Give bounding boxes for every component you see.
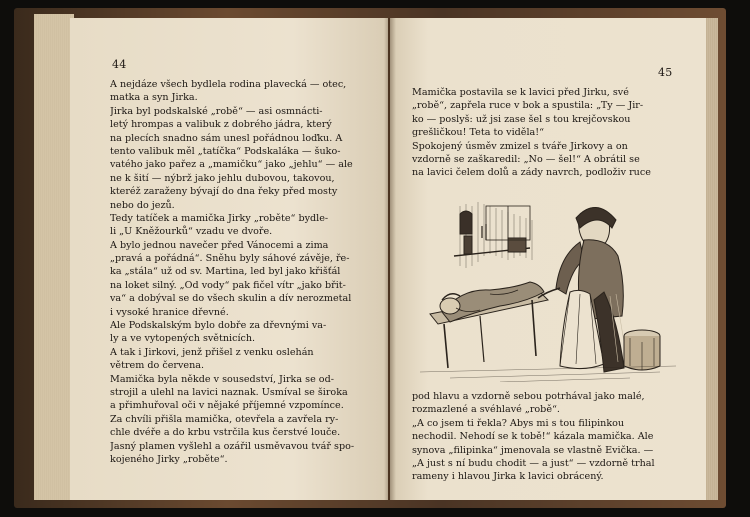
text-line: na loket silný. „Od vody“ pak fičel vítr „jako břit- (110, 279, 346, 291)
text-line: „robě“, zapřela ruce v bok a spustila: „Ty — Jir- (412, 100, 644, 112)
text-line: Spokojený úsměv zmizel s tváře Jirkovy a on (412, 140, 628, 152)
text-line: ly a ve vytopených světnicích. (110, 333, 256, 345)
text-line: grešličkou! Teta to viděla!“ (412, 127, 545, 139)
text-line: letý hrompas a valibuk z dobrého jádra, který (110, 119, 332, 131)
text-line: Mamička byla někde v sousedství, Jirka se od- (110, 373, 334, 385)
right-page-text-bottom (412, 390, 694, 484)
text-line: kteréž zaraženy bývají do dna řeky před mosty (110, 186, 338, 198)
illustration-woman-and-boy (420, 196, 676, 382)
text-line: ka „stála“ už od sv. Martina, led byl jako křišťál (110, 266, 341, 278)
text-line: kojeného Jirky „roběte“. (110, 453, 228, 465)
text-line: „A just s ní budu chodit — a just“ — vzdorně trhal (412, 457, 655, 469)
text-line: A tak i Jirkovi, jenž přišel z venku oslehán (110, 346, 314, 358)
text-line: matka a syn Jirka. (110, 92, 198, 104)
right-page (390, 18, 708, 500)
text-line: nechodil. Nehodí se k tobě!“ kázala mamička. Ale (412, 431, 654, 443)
text-line: Za chvíli přišla mamička, otevřela a zavřela ry- (110, 413, 339, 425)
text-line: chle dvéře a do krbu vstrčila kus čerstvé louče. (110, 427, 341, 439)
text-line: ko — poslyš: už jsi zase šel s tou krejčovskou (412, 113, 631, 125)
text-line: Ale Podskalským bylo dobře za dřevnými va- (110, 320, 327, 332)
text-line: „A co jsem ti řekla? Abys mi s tou filipinkou (412, 417, 625, 429)
page-number-right: 45 (658, 66, 673, 79)
page-edges-left (34, 14, 74, 500)
text-line: Mamička postavila se k lavici před Jirku, své (412, 87, 629, 98)
text-line: rameny i hlavou Jirka k lavici obrácený. (412, 471, 604, 483)
text-line: ne k šití — nýbrž jako jehlu dubovou, takovou, (110, 172, 335, 184)
right-page-text-top (412, 86, 694, 180)
text-line: větrem do červena. (110, 360, 205, 372)
text-line: Jirka byl podskalské „robě“ — asi osmnácti- (110, 105, 323, 117)
text-line: „pravá a pořádná“. Sněhu byly sáhové závěje, ře- (110, 253, 350, 265)
text-line: na plecích snadno sám unesl pořádnou loďku. A (110, 132, 343, 144)
text-line: vatého jako pařez a „mamičku“ jako „jehlu“ — ale (110, 159, 353, 171)
left-page-text (110, 78, 372, 466)
text-line: tento valibuk měl „tatíčka“ Podskaláka — šuko- (110, 145, 341, 157)
text-line: Jasný plamen vyšlehl a ozářil usměvavou tvář spo- (110, 440, 355, 452)
book-gutter (384, 18, 396, 500)
text-line: a přimhuřoval oči v nějaké příjemné vzpomínce. (110, 400, 344, 412)
page-number-left: 44 (112, 58, 127, 71)
text-line: pod hlavu a vzdorně sebou potrhával jako malé, (412, 391, 645, 402)
text-line: li „U Kněžourků“ vzadu ve dvoře. (110, 226, 273, 238)
text-line: i vysoké hranice dřevné. (110, 306, 229, 318)
text-line: Tedy tatíček a mamička Jirky „roběte“ bydle- (110, 212, 329, 224)
text-line: nebo do jezů. (110, 199, 175, 211)
text-line: rozmazlené a svéhlavé „robě“. (412, 404, 560, 416)
text-line: na lavici čelem dolů a zády navrch, podloživ ruce (412, 167, 651, 179)
page-edges-right (706, 18, 718, 500)
text-line: synova „filipinka“ jmenovala se vlastně Evička. — (412, 444, 654, 456)
text-line: A bylo jednou navečer před Vánocemi a zima (110, 239, 329, 251)
text-line: strojil a ulehl na lavici naznak. Usmíval se široka (110, 386, 348, 398)
left-page (70, 18, 388, 500)
text-line: vzdorně se zaškaredil: „No — šel!“ A obrátil se (412, 153, 640, 165)
text-line: va“ a dobýval se do všech skulin a dív nerozmetal (110, 293, 352, 305)
text-line: A nejdáze všech bydlela rodina plavecká — otec, (110, 79, 347, 90)
